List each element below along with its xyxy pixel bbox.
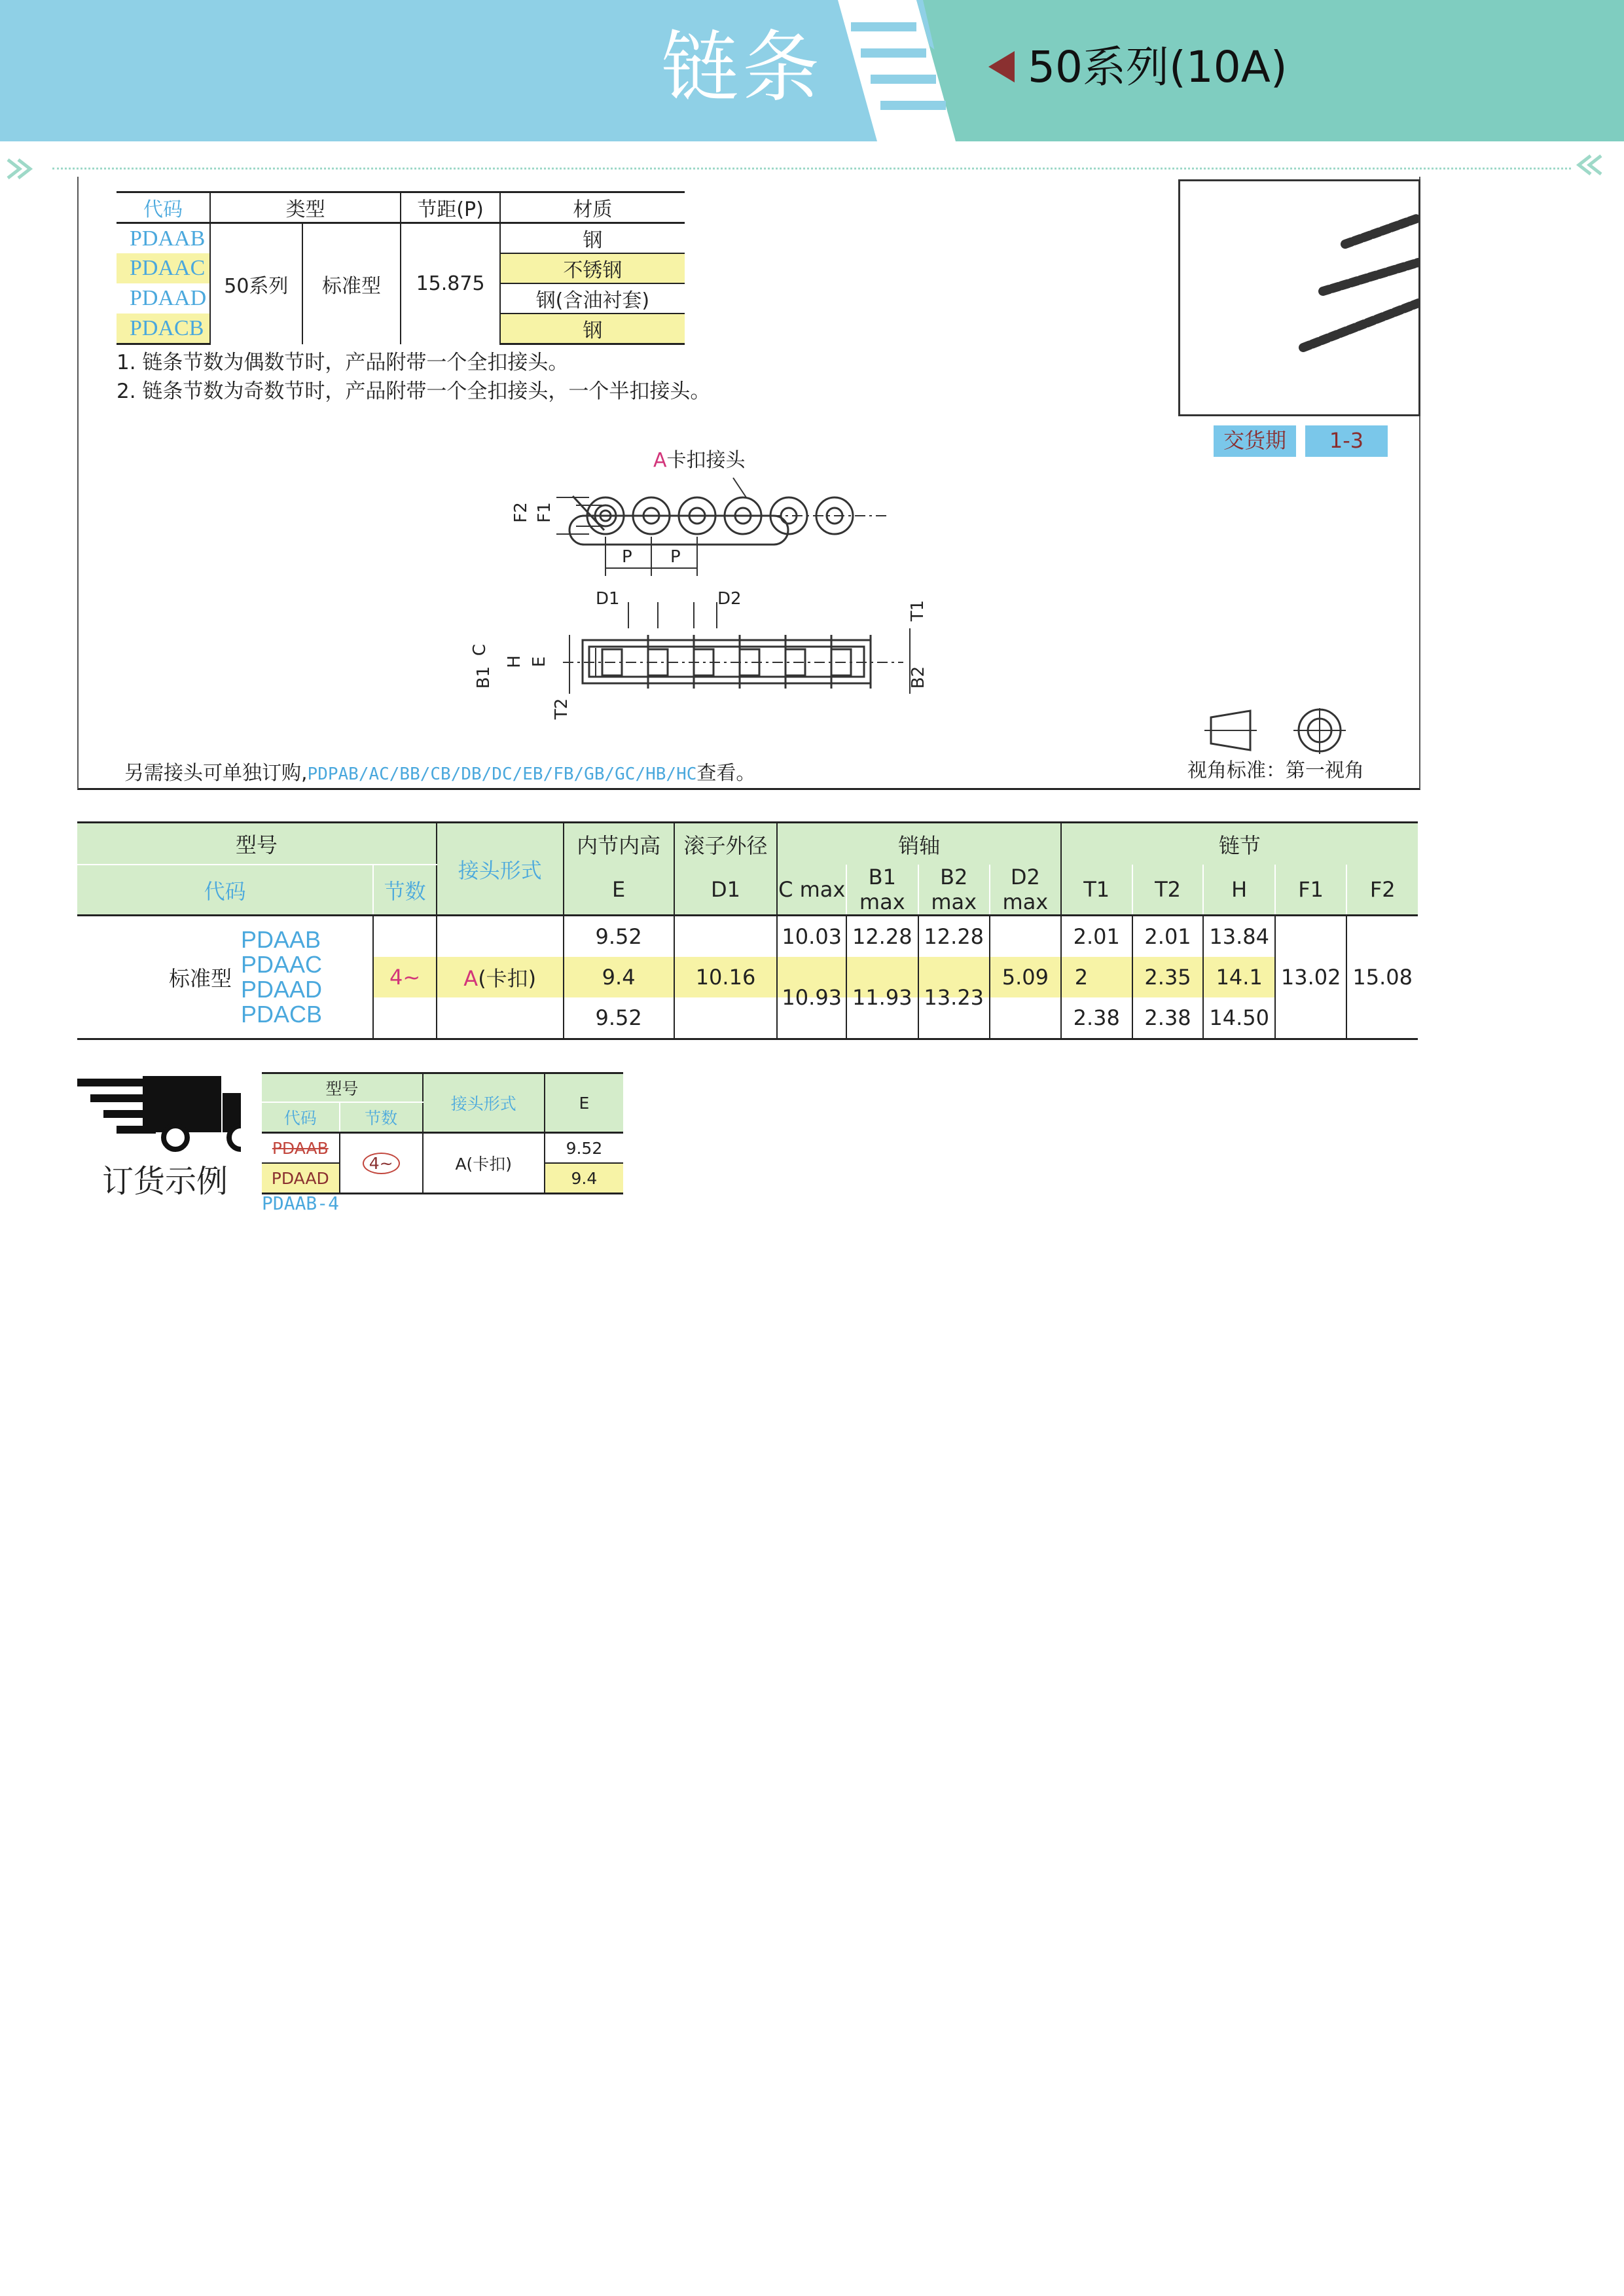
order-hdr-links: 节数 [340,1102,423,1133]
code-cell: PDAAC [117,253,210,283]
material-cell: 钢 [500,223,685,254]
type-label: 标准型 [169,966,232,991]
hdr-F2: F2 [1369,877,1396,902]
model-code: PDACB [241,1001,323,1028]
dim-label: F2 [511,502,531,523]
H-value: 14.50 [1203,997,1274,1039]
hdr-roller: 滚子外径 [674,823,778,865]
hdr-F1: F1 [1275,865,1346,916]
pitch-value: 15.875 [401,223,499,344]
material-cell: 钢 [500,314,685,344]
T1-value: 2.38 [1061,997,1132,1039]
order-hdr-E: E [579,1093,590,1113]
hdr-model: 型号 [77,823,437,865]
connector-label: A卡扣接头 [653,449,746,472]
dim-label: D2 [717,589,742,609]
col-code: 代码 [117,192,210,223]
code-cell: PDAAD [117,283,210,314]
links-value: 4~ [373,957,436,997]
connection-value: A(卡扣) [437,957,564,997]
dim-label: P [670,547,681,567]
order-E: 9.4 [545,1163,623,1194]
col-pitch: 节距(P) [401,192,499,223]
dim-label: C [470,643,490,656]
T2-value: 2.01 [1132,916,1204,958]
hdr-connection: 接头形式 [437,823,564,916]
hdr-code: 代码 [77,865,373,916]
dim-label: T1 [908,600,928,622]
model-code: PDAAD [241,976,323,1003]
Cmax-value: 10.93 [777,957,846,1039]
model-code: PDAAC [241,951,323,978]
dim-label: B1 [474,666,494,689]
dim-label: B2 [909,666,929,689]
col-material: 材质 [500,192,685,223]
order-hdr-connection: 接头形式 [423,1073,545,1133]
chevron-right-icon [5,156,45,182]
hdr-T2: T2 [1132,865,1204,916]
hdr-E: E [564,865,674,916]
B1max-value: 12.28 [846,916,918,958]
F1-value: 13.02 [1275,916,1346,1039]
product-photo [1178,179,1420,416]
B2max-value: 12.28 [918,916,990,958]
order-example-title: 订货示例 [102,1163,228,1200]
connector-note: 另需接头可单独订购,PDPAB/AC/BB/CB/DB/DC/EB/FB/GB/GC/HB/HC查看。 [124,762,756,785]
order-links: 4~ [363,1153,400,1174]
order-example-table [262,1072,623,1194]
view-standard: 视角标准：第一视角 [1187,759,1364,782]
dim-label: T2 [552,698,572,720]
delivery-label: 交货期 [1214,425,1296,457]
H-value: 14.1 [1203,957,1274,997]
order-code: PDAAD [262,1163,340,1194]
order-code: PDAAB [262,1133,340,1164]
dim-label: F1 [534,502,554,523]
triangle-left-icon [988,51,1015,82]
T2-value: 2.35 [1132,957,1204,997]
F2-value: 15.08 [1346,916,1418,1039]
B1max-value: 11.93 [846,957,918,1039]
hdr-links: 节数 [373,865,436,916]
dotted-divider [52,168,1571,170]
dim-label: E [530,656,550,668]
order-example-code: PDAAB-4 [262,1193,340,1214]
E-value: 9.52 [564,997,674,1039]
chain-diagram [497,458,929,707]
hdr-B2max: B2 max [918,865,990,916]
view-standard-icon [1204,708,1375,754]
hdr-B1max: B1 max [846,865,918,916]
E-value: 9.52 [564,916,674,958]
D1-value: 10.16 [674,957,778,997]
T1-value: 2 [1061,957,1132,997]
note-2: 2. 链条节数为奇数节时，产品附带一个全扣接头，一个半扣接头。 [117,380,711,403]
material-cell: 不锈钢 [500,253,685,283]
order-hdr-model: 型号 [262,1073,423,1103]
delivery-value: 1-3 [1305,425,1388,457]
T1-value: 2.01 [1061,916,1132,958]
col-type: 类型 [210,192,401,223]
model-cell [77,916,373,1039]
hdr-Cmax: C max [777,865,846,916]
hdr-link: 链节 [1218,833,1261,858]
B2max-value: 13.23 [918,957,990,1039]
dim-label: D1 [596,589,620,609]
note-1: 1. 链条节数为偶数节时，产品附带一个全扣接头。 [117,351,569,374]
E-value: 9.4 [564,957,674,997]
order-E: 9.52 [545,1133,623,1164]
hdr-T1: T1 [1061,865,1132,916]
connector-codes-link[interactable]: PDPAB/AC/BB/CB/DB/DC/EB/FB/GB/GC/HB/HC [307,764,697,784]
type-series: 50系列 [210,223,302,344]
type-kind: 标准型 [302,223,401,344]
hdr-H: H [1203,865,1274,916]
H-value: 13.84 [1203,916,1274,958]
Cmax-value: 10.03 [777,916,846,958]
hdr-pin: 销轴 [777,823,1060,865]
hdr-inner-height: 内节内高 [564,823,674,865]
hdr-D2max: D2 max [990,865,1061,916]
spec-table [117,191,685,345]
order-hdr-code: 代码 [262,1102,340,1133]
code-cell: PDACB [117,314,210,344]
model-code: PDAAB [241,926,321,953]
chevron-left-icon [1564,152,1604,178]
dim-label: P [622,547,632,567]
order-connection: A(卡扣) [423,1133,545,1194]
T2-value: 2.38 [1132,997,1204,1039]
dim-label: H [504,655,524,668]
D2max-value: 5.09 [990,957,1061,997]
material-cell: 钢(含油衬套) [500,283,685,314]
page-title: 链条 [661,22,824,113]
code-cell: PDAAB [117,223,210,254]
series-title: 50系列(10A) [1028,42,1288,92]
hdr-D1: D1 [674,865,778,916]
dimension-table [77,821,1418,1040]
delivery-truck-icon [77,1073,241,1152]
